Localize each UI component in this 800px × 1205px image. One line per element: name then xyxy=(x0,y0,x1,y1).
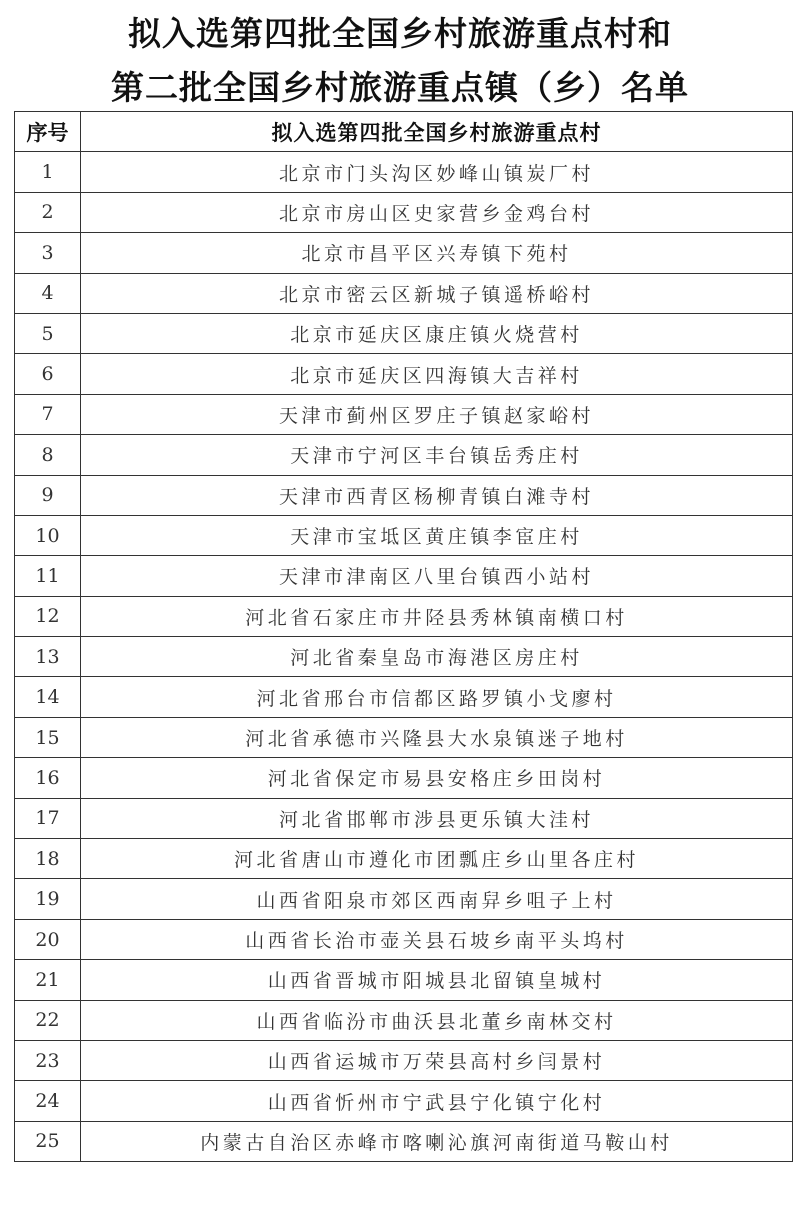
row-serial-number: 12 xyxy=(15,596,81,636)
row-serial-number: 25 xyxy=(15,1121,81,1161)
row-serial-number: 4 xyxy=(15,273,81,313)
row-village-name: 河北省秦皇岛市海港区房庄村 xyxy=(81,637,793,677)
table-row xyxy=(15,1081,793,1121)
row-serial-number: 17 xyxy=(15,798,81,838)
table-row xyxy=(15,354,793,394)
table-row xyxy=(15,435,793,475)
row-serial-number: 2 xyxy=(15,192,81,232)
row-village-name: 天津市西青区杨柳青镇白滩寺村 xyxy=(81,475,793,515)
row-serial-number: 23 xyxy=(15,1040,81,1080)
row-serial-number: 11 xyxy=(15,556,81,596)
table-row xyxy=(15,1040,793,1080)
row-village-name: 山西省晋城市阳城县北留镇皇城村 xyxy=(81,960,793,1000)
table-row xyxy=(15,919,793,959)
table-row xyxy=(15,758,793,798)
row-village-name: 北京市延庆区康庄镇火烧营村 xyxy=(81,313,793,353)
row-serial-number: 24 xyxy=(15,1081,81,1121)
column-header-serial-number: 序号 xyxy=(15,112,81,152)
row-village-name: 山西省临汾市曲沃县北董乡南林交村 xyxy=(81,1000,793,1040)
row-serial-number: 10 xyxy=(15,515,81,555)
table-row xyxy=(15,879,793,919)
document-title-line-1: 拟入选第四批全国乡村旅游重点村和 xyxy=(128,14,672,53)
row-serial-number: 19 xyxy=(15,879,81,919)
row-serial-number: 22 xyxy=(15,1000,81,1040)
row-village-name: 河北省保定市易县安格庄乡田岗村 xyxy=(81,758,793,798)
row-village-name: 北京市房山区史家营乡金鸡台村 xyxy=(81,192,793,232)
row-village-name: 河北省承德市兴隆县大水泉镇迷子地村 xyxy=(81,717,793,757)
table-row xyxy=(15,233,793,273)
row-serial-number: 20 xyxy=(15,919,81,959)
row-serial-number: 5 xyxy=(15,313,81,353)
row-serial-number: 3 xyxy=(15,233,81,273)
table-row xyxy=(15,839,793,879)
row-serial-number: 9 xyxy=(15,475,81,515)
row-village-name: 河北省唐山市遵化市团瓢庄乡山里各庄村 xyxy=(81,839,793,879)
table-row xyxy=(15,1121,793,1161)
table-row xyxy=(15,596,793,636)
row-serial-number: 13 xyxy=(15,637,81,677)
row-village-name: 天津市蓟州区罗庄子镇赵家峪村 xyxy=(81,394,793,434)
row-village-name: 河北省石家庄市井陉县秀林镇南横口村 xyxy=(81,596,793,636)
row-village-name: 北京市门头沟区妙峰山镇炭厂村 xyxy=(81,152,793,192)
row-village-name: 天津市宁河区丰台镇岳秀庄村 xyxy=(81,435,793,475)
table-row xyxy=(15,1000,793,1040)
table-row xyxy=(15,637,793,677)
row-village-name: 天津市津南区八里台镇西小站村 xyxy=(81,556,793,596)
row-serial-number: 8 xyxy=(15,435,81,475)
row-village-name: 北京市密云区新城子镇遥桥峪村 xyxy=(81,273,793,313)
table-row xyxy=(15,394,793,434)
table-row xyxy=(15,798,793,838)
row-serial-number: 6 xyxy=(15,354,81,394)
table-row xyxy=(15,192,793,232)
table-row xyxy=(15,515,793,555)
row-village-name: 河北省邢台市信都区路罗镇小戈廖村 xyxy=(81,677,793,717)
row-village-name: 北京市昌平区兴寿镇下苑村 xyxy=(81,233,793,273)
row-serial-number: 1 xyxy=(15,152,81,192)
table-row xyxy=(15,273,793,313)
column-header-village-name: 拟入选第四批全国乡村旅游重点村 xyxy=(81,112,793,152)
row-village-name: 北京市延庆区四海镇大吉祥村 xyxy=(81,354,793,394)
table-row xyxy=(15,475,793,515)
table-row xyxy=(15,960,793,1000)
row-serial-number: 14 xyxy=(15,677,81,717)
row-village-name: 内蒙古自治区赤峰市喀喇沁旗河南街道马鞍山村 xyxy=(81,1121,793,1161)
document-title-line-2: 第二批全国乡村旅游重点镇（乡）名单 xyxy=(111,68,689,107)
row-village-name: 山西省忻州市宁武县宁化镇宁化村 xyxy=(81,1081,793,1121)
row-serial-number: 16 xyxy=(15,758,81,798)
row-serial-number: 21 xyxy=(15,960,81,1000)
village-list-table xyxy=(14,111,793,1162)
table-header-row xyxy=(15,112,793,152)
table-row xyxy=(15,152,793,192)
table-row xyxy=(15,556,793,596)
row-village-name: 山西省长治市壶关县石坡乡南平头坞村 xyxy=(81,919,793,959)
row-village-name: 山西省运城市万荣县高村乡闫景村 xyxy=(81,1040,793,1080)
row-serial-number: 15 xyxy=(15,717,81,757)
table-row xyxy=(15,717,793,757)
row-village-name: 山西省阳泉市郊区西南舁乡咀子上村 xyxy=(81,879,793,919)
row-serial-number: 18 xyxy=(15,839,81,879)
row-village-name: 天津市宝坻区黄庄镇李宦庄村 xyxy=(81,515,793,555)
row-serial-number: 7 xyxy=(15,394,81,434)
row-village-name: 河北省邯郸市涉县更乐镇大洼村 xyxy=(81,798,793,838)
table-row xyxy=(15,677,793,717)
table-row xyxy=(15,313,793,353)
